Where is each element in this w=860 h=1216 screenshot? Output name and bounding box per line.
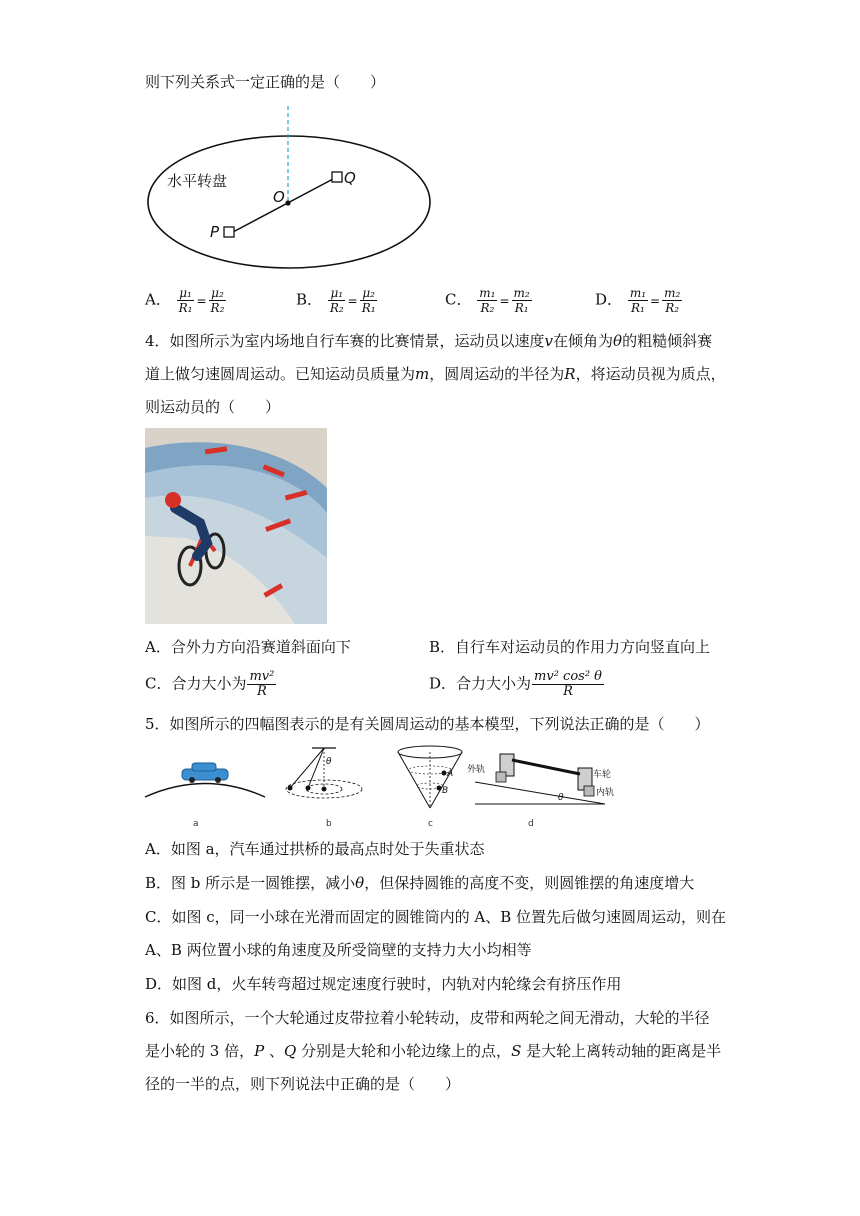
block-p <box>224 227 234 237</box>
q3-option-a: A． $\frac{\text{μ₁}}{\text{R₁}}$ = $\frac{\text{μ₂}}{\text{R₂}}$ <box>145 286 225 315</box>
q3-option-d: D． $\frac{\text{m₁}}{\text{R₁}}$ = $\frac{\text{m₂}}{\text{R₂}}$ <box>595 286 681 315</box>
label-c: c <box>428 819 433 829</box>
q5-option-c-line-1: C．如图 c，同一小球在光滑而固定的圆锥筒内的 A、B 位置先后做匀速圆周运动，则在 <box>145 908 727 926</box>
q6-line-2: 是小轮的 3 倍，P 、Q 分别是大轮和小轮边缘上的点，S 是大轮上离转动轴的距离是半 <box>145 1042 722 1060</box>
label-p: P <box>210 223 220 241</box>
label-wheel: 车轮 <box>593 770 612 780</box>
label-a: a <box>193 819 199 829</box>
label-outer-rail: 外轨 <box>467 765 486 775</box>
q3-option-c: C． $\frac{\text{m₁}}{\text{R₂}}$ = $\frac{\text{m₂}}{\text{R₁}}$ <box>445 286 530 315</box>
q4-option-c: C．合力大小为 $\frac{\text{mv²}}{R}$ <box>145 669 275 699</box>
label-point-a: A <box>447 769 454 779</box>
label-point-b: B <box>442 786 449 796</box>
q5-stem: 5．如图所示的四幅图表示的是有关圆周运动的基本模型，下列说法正确的是（ ） <box>145 715 710 733</box>
label-inner-rail: 内轨 <box>596 788 615 798</box>
q4-option-b: B．自行车对运动员的作用力方向竖直向上 <box>429 638 711 656</box>
label-q: Q <box>344 169 356 187</box>
label-o: O <box>273 188 285 206</box>
q3-stem: 则下列关系式一定正确的是（ ） <box>145 73 386 91</box>
q4-option-d: D．合力大小为 $\frac{\text{mv² cos² θ}}{R}$ <box>429 669 602 699</box>
q4-option-a: A．合外力方向沿赛道斜面向下 <box>145 638 351 656</box>
arch-bridge <box>145 784 265 798</box>
q5-option-a: A．如图 a，汽车通过拱桥的最高点时处于失重状态 <box>145 840 485 858</box>
center-point <box>285 200 290 205</box>
q5-option-c-line-2: A、B 两位置小球的角速度及所受筒壁的支持力大小均相等 <box>145 941 532 959</box>
label-b: b <box>326 819 332 829</box>
label-theta-d: θ <box>558 793 564 803</box>
cycling-track-photo <box>145 428 327 624</box>
turntable-figure <box>140 104 440 274</box>
q4-line-1: 4．如图所示为室内场地自行车赛的比赛情景，运动员以速度v在倾角为θ的粗糙倾斜赛 <box>145 332 713 350</box>
q4-line-3: 则运动员的（ ） <box>145 398 281 416</box>
q3-option-b: B． $\frac{\text{μ₁}}{\text{R₂}}$ = $\frac{\text{μ₂}}{\text{R₁}}$ <box>296 286 376 315</box>
q5-option-b: B．图 b 所示是一圆锥摆，减小θ，但保持圆锥的高度不变，则圆锥摆的角速度增大 <box>145 874 695 892</box>
circular-motion-models-figure <box>140 742 620 832</box>
q5-option-d: D．如图 d，火车转弯超过规定速度行驶时，内轨对内轮缘会有挤压作用 <box>145 975 622 993</box>
disk-label: 水平转盘 <box>167 172 228 190</box>
q6-line-3: 径的一半的点，则下列说法中正确的是（ ） <box>145 1075 461 1093</box>
label-d: d <box>528 819 534 829</box>
q4-line-2: 道上做匀速圆周运动。已知运动员质量为m，圆周运动的半径为R，将运动员视为质点， <box>145 365 726 383</box>
block-q <box>332 172 342 182</box>
label-theta-b: θ <box>326 757 332 767</box>
q6-line-1: 6．如图所示，一个大轮通过皮带拉着小轮转动，皮带和两轮之间无滑动，大轮的半径 <box>145 1009 710 1027</box>
